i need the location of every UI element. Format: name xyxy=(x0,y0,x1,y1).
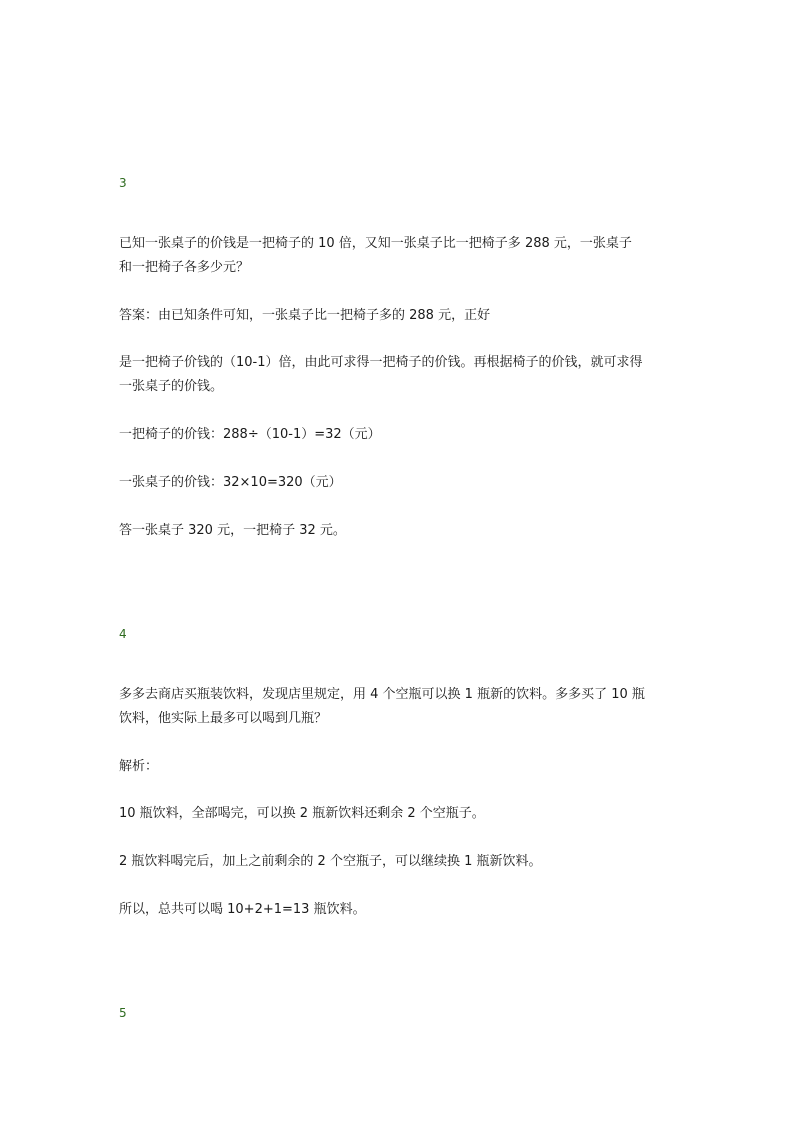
q4-question-line-2: 饮料，他实际上最多可以喝到几瓶？ xyxy=(119,711,328,726)
q4-conclusion: 所以，总共可以喝 10+2+1=13 瓶饮料。 xyxy=(119,902,366,917)
q4-question-line-1: 多多去商店买瓶装饮料，发现店里规定，用 4 个空瓶可以换 1 瓶新的饮料。多多买了 10 瓶 xyxy=(119,687,645,702)
q3-question-line-2: 和一把椅子各多少元？ xyxy=(119,260,250,275)
q3-calc-chair: 一把椅子的价钱：288÷（10-1）=32（元） xyxy=(119,427,381,442)
q3-answer-line-3: 一张桌子的价钱。 xyxy=(119,379,224,394)
question-number-5: 5 xyxy=(119,1006,127,1020)
q3-final-answer: 答一张桌子 320 元，一把椅子 32 元。 xyxy=(119,523,346,538)
q4-step-1: 10 瓶饮料，全部喝完，可以换 2 瓶新饮料还剩余 2 个空瓶子。 xyxy=(119,806,485,821)
q3-answer-line-2: 是一把椅子价钱的（10-1）倍，由此可求得一把椅子的价钱。再根据椅子的价钱，就可求得 xyxy=(119,355,643,370)
q4-analysis-label: 解析： xyxy=(119,759,159,774)
q3-question-line-1: 已知一张桌子的价钱是一把椅子的 10 倍，又知一张桌子比一把椅子多 288 元，一张桌子 xyxy=(119,236,632,251)
question-number-4: 4 xyxy=(119,627,127,641)
question-number-3: 3 xyxy=(119,176,127,190)
q3-calc-table: 一张桌子的价钱：32×10=320（元） xyxy=(119,475,342,490)
q4-step-2: 2 瓶饮料喝完后，加上之前剩余的 2 个空瓶子，可以继续换 1 瓶新饮料。 xyxy=(119,854,542,869)
q3-answer-line-1: 答案：由已知条件可知，一张桌子比一把椅子多的 288 元，正好 xyxy=(119,308,491,323)
